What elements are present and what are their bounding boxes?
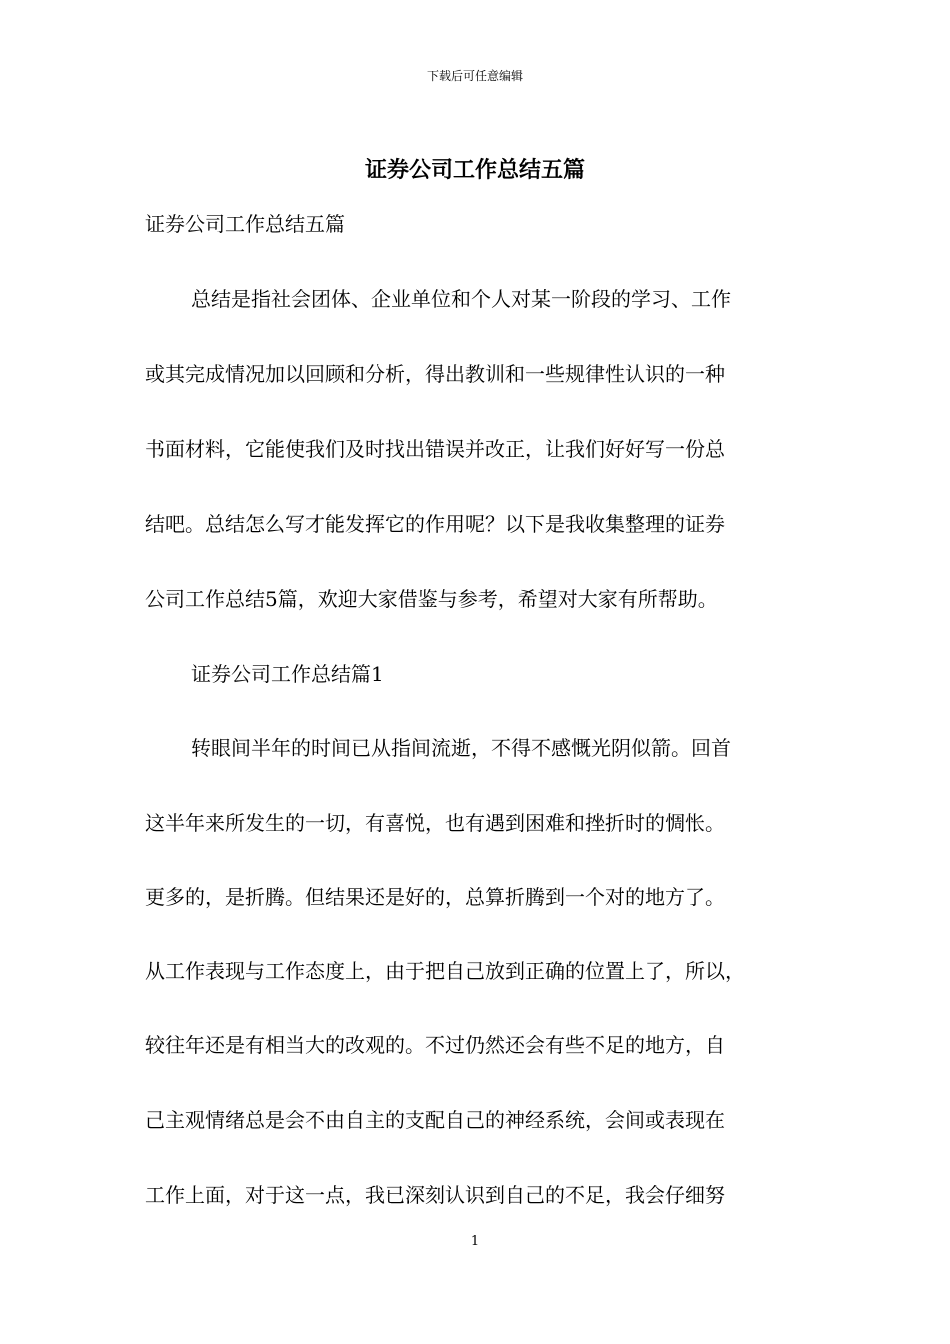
section-heading: 证券公司工作总结篇1	[191, 662, 384, 686]
header-note: 下载后可任意编辑	[426, 69, 523, 83]
body-line: 结吧。总结怎么写才能发挥它的作用呢？以下是我收集整理的证券	[145, 512, 725, 536]
document-subtitle: 证券公司工作总结五篇	[145, 212, 345, 236]
body-line: 或其完成情况加以回顾和分析，得出教训和一些规律性认识的一种	[145, 362, 725, 386]
body-line: 己主观情绪总是会不由自主的支配自己的神经系统，会间或表现在	[145, 1108, 725, 1132]
document-title: 证券公司工作总结五篇	[364, 157, 585, 183]
body-line: 公司工作总结5篇，欢迎大家借鉴与参考，希望对大家有所帮助。	[145, 587, 718, 611]
body-line: 从工作表现与工作态度上，由于把自己放到正确的位置上了，所以，	[145, 959, 745, 983]
body-line: 工作上面，对于这一点，我已深刻认识到自己的不足，我会仔细努	[145, 1183, 725, 1207]
body-line: 书面材料，它能使我们及时找出错误并改正，让我们好好写一份总	[145, 437, 725, 461]
page-number: 1	[470, 1234, 480, 1249]
body-line: 这半年来所发生的一切，有喜悦，也有遇到困难和挫折时的惆怅。	[145, 811, 725, 835]
body-line: 更多的，是折腾。但结果还是好的，总算折腾到一个对的地方了。	[145, 885, 725, 909]
body-line: 较往年还是有相当大的改观的。不过仍然还会有些不足的地方，自	[145, 1033, 725, 1057]
body-line: 转眼间半年的时间已从指间流逝，不得不感慨光阴似箭。回首	[191, 736, 731, 760]
body-line: 总结是指社会团体、企业单位和个人对某一阶段的学习、工作	[191, 287, 731, 311]
